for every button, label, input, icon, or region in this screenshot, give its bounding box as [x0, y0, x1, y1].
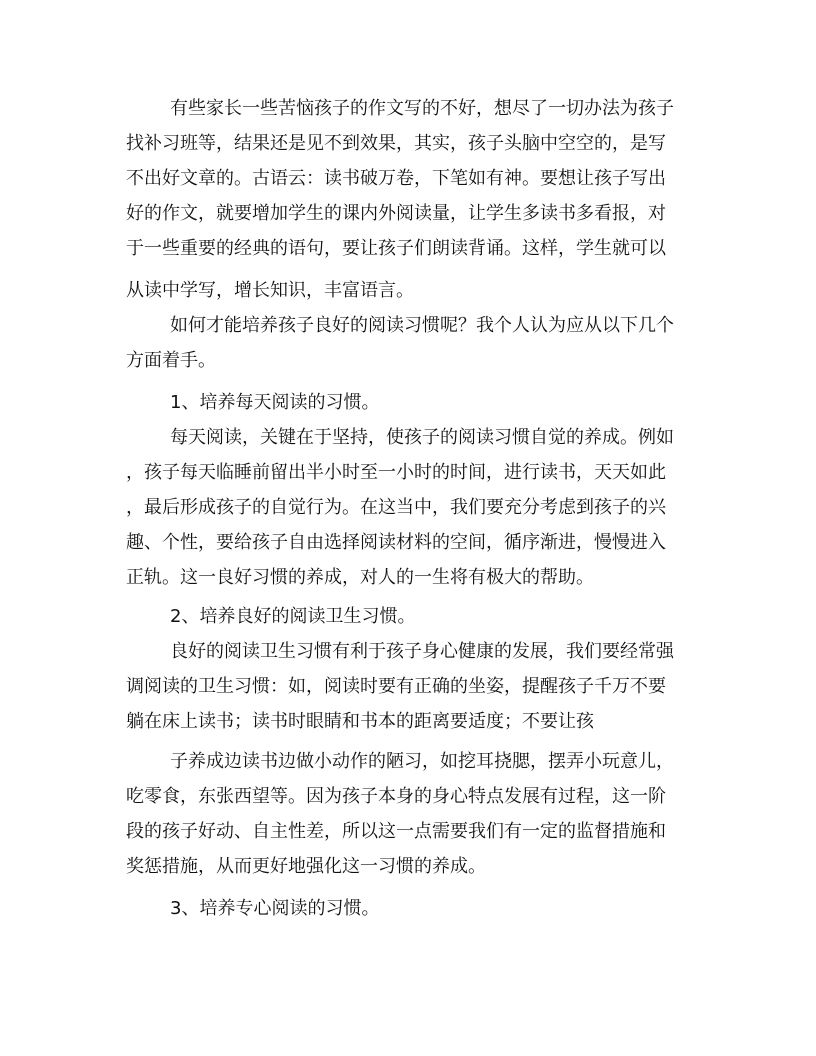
- paragraph-6-line-1: 良好的阅读卫生习惯有利于孩子身心健康的发展，我们要经常强: [170, 641, 674, 662]
- section-heading-3: 3、培养专心阅读的习惯。: [170, 898, 380, 919]
- paragraph-1-line-2: 找补习班等，结果还是见不到效果，其实，孩子头脑中空空的，是写: [126, 133, 666, 154]
- paragraph-6-line-3: 躺在床上读书；读书时眼睛和书本的距离要适度；不要让孩: [126, 711, 594, 732]
- paragraph-7-line-4: 奖惩措施，从而更好地强化这一习惯的养成。: [126, 856, 486, 877]
- paragraph-7-line-1: 子养成边读书边做小动作的陋习，如挖耳挠腮，摆弄小玩意儿，: [170, 751, 674, 772]
- paragraph-4-line-1: 每天阅读，关键在于坚持，使孩子的阅读习惯自觉的养成。例如: [170, 427, 674, 448]
- section-heading-1: 1、培养每天阅读的习惯。: [170, 392, 380, 413]
- paragraph-6-line-2: 调阅读的卫生习惯：如，阅读时要有正确的坐姿，提醒孩子千万不要: [126, 676, 666, 697]
- paragraph-4-line-3: ，最后形成孩子的自觉行为。在这当中，我们要充分考虑到孩子的兴: [126, 497, 666, 518]
- paragraph-4-line-4: 趣、个性，要给孩子自由选择阅读材料的空间，循序渐进，慢慢进入: [126, 532, 666, 553]
- paragraph-7-line-3: 段的孩子好动、自主性差，所以这一点需要我们有一定的监督措施和: [126, 821, 666, 842]
- paragraph-2-line-1: 如何才能培养孩子良好的阅读习惯呢？我个人认为应从以下几个: [170, 315, 674, 336]
- paragraph-1-line-6: 从读中学写，增长知识，丰富语言。: [126, 280, 414, 301]
- paragraph-1-line-3: 不出好文章的。古语云：读书破万卷，下笔如有神。要想让孩子写出: [126, 168, 666, 189]
- section-heading-2: 2、培养良好的阅读卫生习惯。: [170, 606, 416, 627]
- paragraph-4-line-2: ，孩子每天临睡前留出半小时至一小时的时间，进行读书，天天如此: [126, 462, 666, 483]
- paragraph-7-line-2: 吃零食，东张西望等。因为孩子本身的身心特点发展有过程，这一阶: [126, 786, 666, 807]
- paragraph-1-line-5: 于一些重要的经典的语句，要让孩子们朗读背诵。这样，学生就可以: [126, 238, 666, 259]
- paragraph-1-line-1: 有些家长一些苦恼孩子的作文写的不好，想尽了一切办法为孩子: [170, 98, 674, 119]
- paragraph-2-line-2: 方面着手。: [126, 350, 216, 371]
- paragraph-4-line-5: 正轨。这一良好习惯的养成，对人的一生将有极大的帮助。: [126, 567, 594, 588]
- paragraph-1-line-4: 好的作文，就要增加学生的课内外阅读量，让学生多读书多看报，对: [126, 203, 666, 224]
